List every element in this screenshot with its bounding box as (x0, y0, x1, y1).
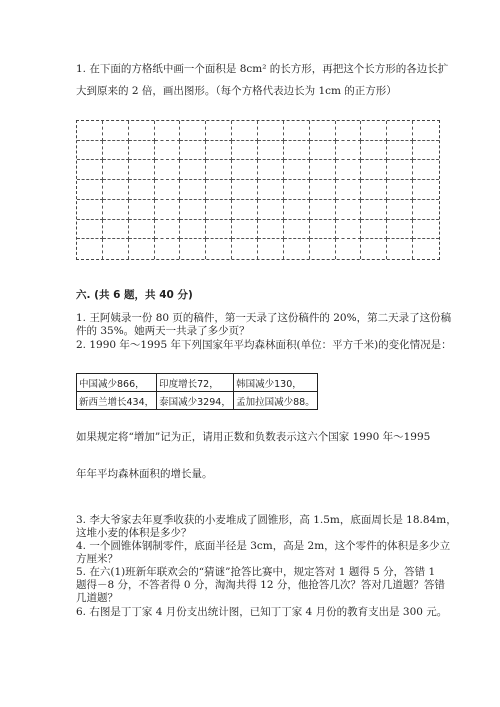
problem6-line1: 6. 右图是丁丁家 4 月份支出统计图，已知丁丁家 4 月份的教育支出是 300 元。 (76, 606, 448, 618)
grid-cell (129, 200, 155, 220)
grid-cell (310, 141, 336, 161)
grid-cell (258, 160, 284, 180)
grid-cell (310, 160, 336, 180)
grid-cell (336, 239, 362, 259)
grid-cell (387, 239, 413, 259)
grid-cell (258, 141, 284, 161)
grid-cell (232, 121, 258, 141)
grid-cell (284, 220, 310, 240)
grid-cell (77, 239, 103, 259)
grid-cell (413, 160, 439, 180)
grid-cell (77, 121, 103, 141)
grid-cell (387, 160, 413, 180)
grid-cell (310, 200, 336, 220)
table-row (77, 374, 318, 392)
problem3-line1: 3. 李大爷家去年夏季收获的小麦堆成了圆锥形，高 1.5m，底面周长是 18.84m， (76, 514, 457, 526)
problem3-line2: 这堆小麦的体积是多少？ (76, 527, 192, 539)
grid-cell (180, 121, 206, 141)
grid-cell (103, 141, 129, 161)
grid-cell (336, 121, 362, 141)
grid-cell (361, 180, 387, 200)
grid-cell (361, 200, 387, 220)
grid-cell (413, 220, 439, 240)
grid-cell (180, 160, 206, 180)
grid-cell (180, 200, 206, 220)
grid-cell (103, 121, 129, 141)
grid-cell (180, 180, 206, 200)
grid-cell (336, 141, 362, 161)
problem1-line1: 1. 王阿姨录一份 80 页的稿件，第一天录了这份稿件的 20%，第二天录了这份稿 (76, 312, 452, 324)
grid-cell (103, 180, 129, 200)
problem4-line1: 4. 一个圆锥体钢制零件，底面半径是 3cm，高是 2m，这个零件的体积是多少立 (76, 540, 451, 552)
grid-cell (232, 180, 258, 200)
grid-cell (361, 239, 387, 259)
grid-cell (387, 180, 413, 200)
table-cell: 中国减少866， (77, 374, 157, 392)
section-heading: 六. (共 6 题，共 40 分) (76, 289, 193, 301)
grid-cell (387, 121, 413, 141)
grid-cell (129, 220, 155, 240)
grid-cell (258, 121, 284, 141)
grid-cell (77, 141, 103, 161)
grid-cell (310, 121, 336, 141)
grid-cell (103, 200, 129, 220)
grid-cell (336, 160, 362, 180)
grid-cell (206, 141, 232, 161)
problem2-line1: 2. 1990 年～1995 年下列国家年平均森林面积(单位：平方千米)的变化情况是： (76, 339, 452, 351)
table-row (77, 392, 318, 410)
grid-cell (413, 180, 439, 200)
grid-cell (155, 121, 181, 141)
grid-cell (413, 200, 439, 220)
grid-cell (387, 141, 413, 161)
grid-cell (129, 180, 155, 200)
grid-cell (206, 180, 232, 200)
grid-cell (284, 239, 310, 259)
grid-cell (206, 160, 232, 180)
grid-cell (361, 121, 387, 141)
grid-cell (103, 220, 129, 240)
grid-cell (258, 220, 284, 240)
grid-cell (413, 239, 439, 259)
grid-cell (284, 160, 310, 180)
grid-cell (206, 121, 232, 141)
grid-cell (284, 141, 310, 161)
problem5-line1: 5. 在六(1)班新年联欢会的“猜谜”抢答比赛中，规定答对 1 题得 5 分，答错 1 (76, 566, 436, 578)
grid-cell (155, 220, 181, 240)
grid-cell (361, 160, 387, 180)
grid-cell (232, 239, 258, 259)
grid-cell (413, 141, 439, 161)
table-cell: 印度增长72， (157, 374, 234, 392)
grid-cell (180, 220, 206, 240)
grid-cell (180, 239, 206, 259)
q1-line2: 大到原来的 2 倍，画出图形。（每个方格代表边长为 1cm 的正方形） (76, 85, 397, 97)
grid-cell (103, 160, 129, 180)
grid-cell (284, 180, 310, 200)
grid-cell (258, 180, 284, 200)
grid-cell (206, 220, 232, 240)
grid-cell (413, 121, 439, 141)
grid-cell (77, 220, 103, 240)
grid-cell (77, 200, 103, 220)
grid-cell (258, 239, 284, 259)
grid-cell (310, 220, 336, 240)
table-cell: 孟加拉国减少88。 (234, 392, 318, 410)
q1-line1: 1. 在下面的方格纸中画一个面积是 8cm² 的长方形，再把这个长方形的各边长扩 (76, 63, 449, 75)
grid-cell (232, 160, 258, 180)
grid-cell (155, 141, 181, 161)
table-cell: 泰国减少3294， (157, 392, 234, 410)
grid-cell (232, 141, 258, 161)
grid-cell (206, 200, 232, 220)
problem4-line2: 方厘米？ (76, 553, 118, 565)
grid-cell (155, 239, 181, 259)
grid-cell (77, 160, 103, 180)
grid-cell (155, 160, 181, 180)
grid-cell (155, 200, 181, 220)
grid-cell (129, 121, 155, 141)
problem1-line2: 件的 35%。她两天一共录了多少页？ (76, 325, 250, 337)
grid-cell (77, 180, 103, 200)
grid-cell (129, 239, 155, 259)
grid-cell (310, 180, 336, 200)
grid-cell (232, 220, 258, 240)
grid-cell (387, 220, 413, 240)
grid-cell (180, 141, 206, 161)
grid-cell (310, 239, 336, 259)
grid-cell (284, 200, 310, 220)
problem5-line3: 几道题？ (76, 592, 118, 604)
problem2-followup-line2: 年年平均森林面积的增长量。 (76, 468, 213, 480)
grid-cell (206, 239, 232, 259)
table-cell: 新西兰增长434， (77, 392, 157, 410)
grid-cell (361, 141, 387, 161)
grid-cell (361, 220, 387, 240)
grid-cell (336, 220, 362, 240)
square-grid-paper (76, 120, 440, 260)
grid-cell (232, 200, 258, 220)
problem5-line2: 题得－8 分，不答者得 0 分，淘淘共得 12 分，他抢答几次？答对几道题？答错 (76, 579, 445, 591)
grid-cell (387, 200, 413, 220)
table-cell: 韩国减少130， (234, 374, 318, 392)
grid-cell (336, 180, 362, 200)
problem2-followup-line1: 如果规定将“增加”记为正，请用正数和负数表示这六个国家 1990 年～1995 (76, 431, 431, 443)
grid-cell (258, 200, 284, 220)
grid-cell (155, 180, 181, 200)
grid-cell (129, 141, 155, 161)
grid-cell (336, 200, 362, 220)
grid-cell (284, 121, 310, 141)
grid-cell (103, 239, 129, 259)
grid-cell (129, 160, 155, 180)
forest-change-table (76, 373, 318, 410)
